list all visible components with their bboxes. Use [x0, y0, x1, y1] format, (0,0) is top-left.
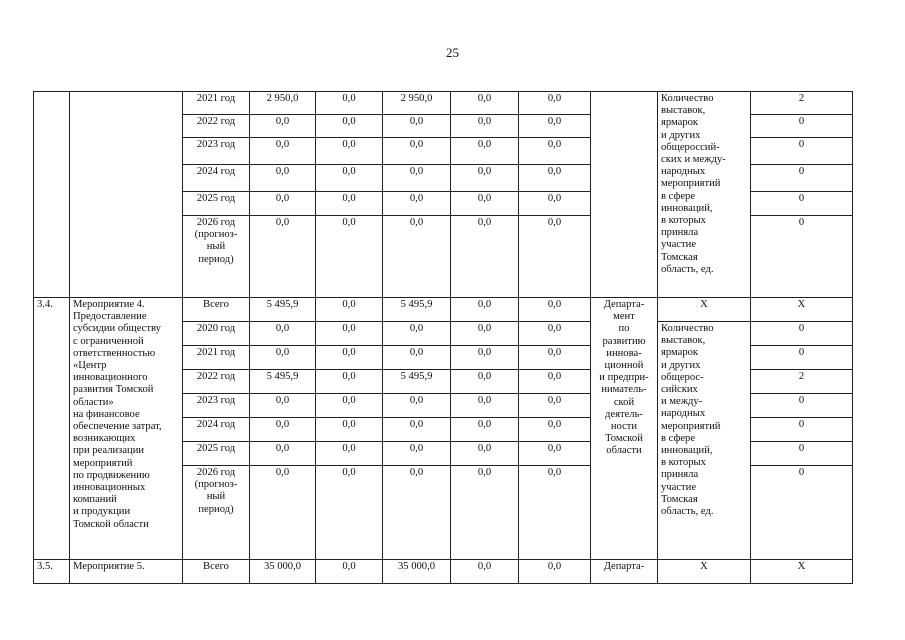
- count-cell: 0: [751, 165, 853, 192]
- value-cell: 0,0: [519, 466, 591, 560]
- value-cell: 0,0: [519, 92, 591, 115]
- value-cell: 0,0: [316, 165, 383, 192]
- value-cell: 0,0: [519, 346, 591, 370]
- value-cell: 0,0: [451, 165, 519, 192]
- value-cell: 0,0: [519, 165, 591, 192]
- value-cell: 0,0: [519, 370, 591, 394]
- value-cell: 0,0: [316, 466, 383, 560]
- count-cell: 0: [751, 394, 853, 418]
- count-cell: 0: [751, 192, 853, 216]
- value-cell: 0,0: [316, 92, 383, 115]
- count-cell: 2: [751, 92, 853, 115]
- value-cell: 0,0: [451, 418, 519, 442]
- value-cell: 0,0: [250, 346, 316, 370]
- activity-name-cell: [70, 92, 183, 298]
- count-cell: 0: [751, 418, 853, 442]
- year-cell: Всего: [183, 560, 250, 584]
- value-cell: 35 000,0: [383, 560, 451, 584]
- value-cell: 0,0: [250, 394, 316, 418]
- value-cell: 0,0: [250, 216, 316, 298]
- value-cell: 5 495,9: [383, 298, 451, 322]
- page-number: 25: [446, 45, 459, 60]
- value-cell: 0,0: [519, 115, 591, 138]
- year-cell: 2022 год: [183, 370, 250, 394]
- value-cell: 0,0: [250, 442, 316, 466]
- value-cell: 0,0: [316, 370, 383, 394]
- year-cell: 2020 год: [183, 322, 250, 346]
- value-cell: 0,0: [316, 115, 383, 138]
- count-cell: 0: [751, 346, 853, 370]
- value-cell: 0,0: [519, 138, 591, 165]
- year-cell: 2025 год: [183, 442, 250, 466]
- year-cell: 2022 год: [183, 115, 250, 138]
- value-cell: 0,0: [451, 442, 519, 466]
- count-cell: Х: [751, 560, 853, 584]
- value-cell: 0,0: [383, 115, 451, 138]
- count-cell: 0: [751, 138, 853, 165]
- table-row: [34, 560, 853, 584]
- value-cell: 2 950,0: [383, 92, 451, 115]
- value-cell: 0,0: [316, 216, 383, 298]
- value-cell: 0,0: [451, 466, 519, 560]
- value-cell: 0,0: [316, 442, 383, 466]
- indicator-cell: Х: [658, 298, 751, 322]
- table-row: [34, 298, 853, 322]
- value-cell: 35 000,0: [250, 560, 316, 584]
- count-cell: 0: [751, 466, 853, 560]
- row-number-cell: [34, 92, 70, 298]
- count-cell: 2: [751, 370, 853, 394]
- value-cell: 0,0: [519, 418, 591, 442]
- value-cell: 0,0: [519, 192, 591, 216]
- table-row: [34, 92, 853, 115]
- value-cell: 0,0: [519, 560, 591, 584]
- activity-name-cell: Мероприятие 5.: [70, 560, 183, 584]
- value-cell: 0,0: [316, 418, 383, 442]
- value-cell: 2 950,0: [250, 92, 316, 115]
- value-cell: 0,0: [316, 346, 383, 370]
- value-cell: 0,0: [383, 466, 451, 560]
- row-number-cell: 3.4.: [34, 298, 70, 560]
- value-cell: 0,0: [519, 322, 591, 346]
- value-cell: 0,0: [519, 394, 591, 418]
- value-cell: 0,0: [383, 346, 451, 370]
- value-cell: 0,0: [519, 442, 591, 466]
- value-cell: 0,0: [383, 192, 451, 216]
- value-cell: 0,0: [519, 298, 591, 322]
- value-cell: 0,0: [451, 192, 519, 216]
- value-cell: 0,0: [250, 418, 316, 442]
- executor-cell: Департа- мент по развитию иннова- ционной и предпри- ниматель- ской деятель- ности Томской области: [591, 298, 658, 560]
- year-cell: 2021 год: [183, 92, 250, 115]
- value-cell: 0,0: [451, 560, 519, 584]
- activity-name-cell: Мероприятие 4. Предоставление субсидии обществу с ограниченной ответственностью «Центр инновационного развития Томской области» на финансовое обеспечение затрат, возникающих при реализации мероприятий по продвижению инновационных компаний и продукции Томской области: [70, 298, 183, 560]
- count-cell: 0: [751, 322, 853, 346]
- indicator-cell: Количество выставок, ярмарок и других общероссий- ских и между- народных мероприятий в сфере инноваций, в которых приняла участие Томская область, ед.: [658, 92, 751, 298]
- value-cell: 0,0: [383, 138, 451, 165]
- value-cell: 0,0: [250, 138, 316, 165]
- value-cell: 0,0: [451, 92, 519, 115]
- count-cell: 0: [751, 115, 853, 138]
- value-cell: 0,0: [451, 115, 519, 138]
- value-cell: 0,0: [383, 322, 451, 346]
- program-table: [33, 91, 853, 584]
- year-cell: 2021 год: [183, 346, 250, 370]
- count-cell: 0: [751, 442, 853, 466]
- value-cell: 5 495,9: [250, 370, 316, 394]
- executor-cell: Департа-: [591, 560, 658, 584]
- year-cell: 2023 год: [183, 138, 250, 165]
- value-cell: 0,0: [316, 192, 383, 216]
- value-cell: 0,0: [383, 165, 451, 192]
- value-cell: 0,0: [451, 370, 519, 394]
- value-cell: 0,0: [383, 216, 451, 298]
- value-cell: 0,0: [250, 115, 316, 138]
- value-cell: 0,0: [451, 394, 519, 418]
- indicator-cell: Количество выставок, ярмарок и других общерос- сийских и между- народных мероприятий в сфере инноваций, в которых приняла участие Томская область, ед.: [658, 322, 751, 560]
- value-cell: 5 495,9: [383, 370, 451, 394]
- value-cell: 0,0: [316, 560, 383, 584]
- row-number-cell: 3.5.: [34, 560, 70, 584]
- year-cell: Всего: [183, 298, 250, 322]
- value-cell: 0,0: [451, 322, 519, 346]
- year-cell: 2026 год (прогноз- ный период): [183, 216, 250, 298]
- count-cell: 0: [751, 216, 853, 298]
- value-cell: 0,0: [383, 418, 451, 442]
- year-cell: 2023 год: [183, 394, 250, 418]
- value-cell: 0,0: [250, 165, 316, 192]
- year-cell: 2025 год: [183, 192, 250, 216]
- year-cell: 2024 год: [183, 165, 250, 192]
- value-cell: 0,0: [250, 466, 316, 560]
- value-cell: 0,0: [451, 298, 519, 322]
- value-cell: 0,0: [451, 346, 519, 370]
- executor-cell: [591, 92, 658, 298]
- count-cell: Х: [751, 298, 853, 322]
- value-cell: 0,0: [383, 442, 451, 466]
- year-cell: 2024 год: [183, 418, 250, 442]
- indicator-cell: Х: [658, 560, 751, 584]
- value-cell: 0,0: [250, 322, 316, 346]
- value-cell: 0,0: [451, 216, 519, 298]
- value-cell: 0,0: [316, 138, 383, 165]
- value-cell: 0,0: [451, 138, 519, 165]
- value-cell: 0,0: [316, 298, 383, 322]
- value-cell: 0,0: [316, 322, 383, 346]
- value-cell: 5 495,9: [250, 298, 316, 322]
- value-cell: 0,0: [383, 394, 451, 418]
- value-cell: 0,0: [316, 394, 383, 418]
- value-cell: 0,0: [519, 216, 591, 298]
- year-cell: 2026 год (прогноз- ный период): [183, 466, 250, 560]
- value-cell: 0,0: [250, 192, 316, 216]
